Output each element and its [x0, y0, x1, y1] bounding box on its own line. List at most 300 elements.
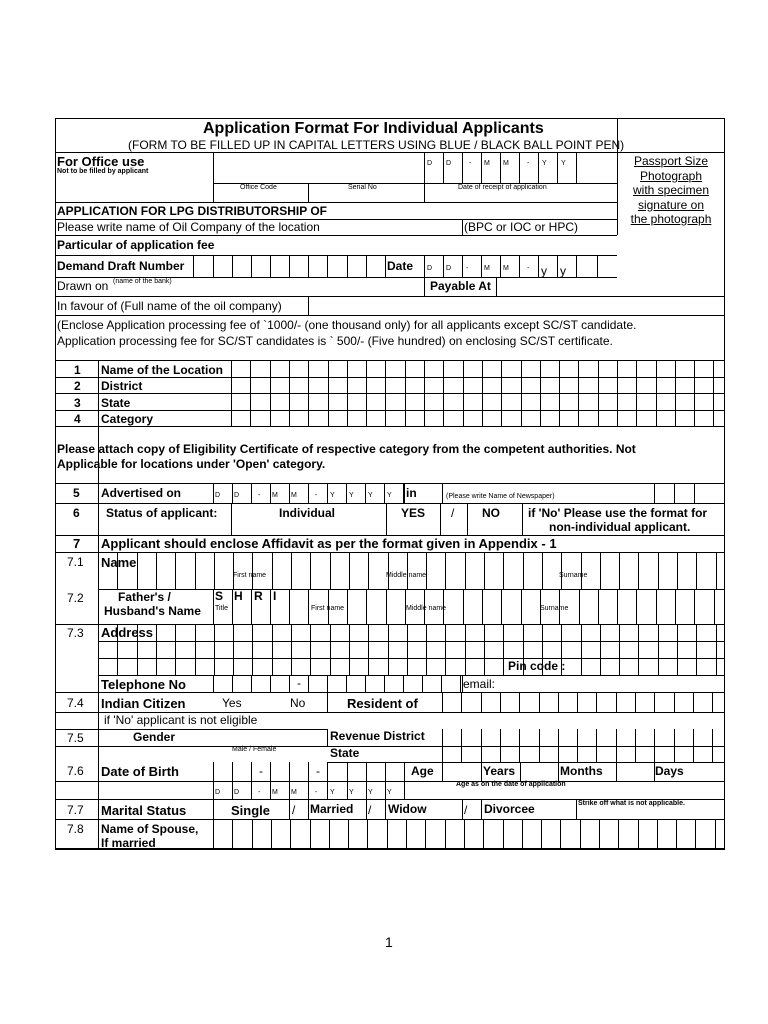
- advertised-label: Advertised on: [101, 486, 182, 500]
- dob-date-char: D: [234, 789, 240, 796]
- grid-line: [596, 729, 597, 762]
- grid-line: [405, 360, 406, 426]
- grid-line: [330, 552, 331, 589]
- grid-line: [252, 552, 253, 589]
- grid-line: [424, 183, 425, 202]
- grid-line: [327, 483, 328, 503]
- grid-line: [55, 503, 725, 504]
- grid-line: [346, 675, 347, 692]
- grid-line: [272, 552, 273, 589]
- grid-line: [98, 360, 99, 849]
- marital-widow: Widow: [388, 802, 427, 816]
- grid-line: [271, 819, 272, 849]
- grid-line: [385, 799, 386, 819]
- grid-line: [406, 819, 407, 849]
- grid-line: [213, 152, 214, 202]
- grid-line: [443, 255, 444, 277]
- grid-line: [598, 589, 599, 624]
- dob-date-char: -: [258, 789, 261, 796]
- grid-line: [558, 762, 559, 781]
- grid-line: [675, 360, 676, 426]
- grid-line: [250, 360, 251, 426]
- grid-line: [233, 624, 234, 675]
- grid-line: [712, 729, 713, 762]
- dd-date-char: y: [560, 264, 566, 278]
- grid-line: [252, 624, 253, 675]
- grid-line: [270, 255, 271, 277]
- grid-line: [481, 762, 482, 781]
- dob-date-char: M: [291, 789, 297, 796]
- advertised-date-char: D: [234, 492, 240, 499]
- grid-line: [308, 675, 309, 692]
- status-individual: Individual: [279, 506, 336, 520]
- dob-date-char: M: [272, 789, 278, 796]
- office-date-char: -: [527, 160, 530, 167]
- grid-line: [270, 762, 271, 799]
- grid-line: [328, 360, 329, 426]
- item-3-number: 3: [74, 396, 81, 410]
- grid-line: [676, 819, 677, 849]
- grid-line: [98, 589, 725, 590]
- affidavit-text: Applicant should enclose Affidavit as per the format given in Appendix - 1: [101, 536, 557, 551]
- form-subtitle: (FORM TO BE FILLED UP IN CAPITAL LETTERS USING BLUE / BLACK BALL POINT PEN): [128, 138, 625, 152]
- oil-company-options: (BPC or IOC or HPC): [464, 220, 579, 234]
- grid-line: [443, 360, 444, 426]
- grid-line: [462, 799, 463, 819]
- grid-line: [193, 255, 194, 277]
- grid-line: [327, 255, 328, 277]
- grid-line: [310, 552, 311, 589]
- grid-line: [557, 152, 558, 183]
- grid-line: [213, 589, 214, 624]
- item-1-label: Name of the Location: [101, 363, 224, 377]
- grid-line: [577, 729, 578, 762]
- grid-line: [581, 552, 582, 589]
- grid-line: [366, 255, 367, 277]
- office-date-char: Y: [561, 160, 566, 167]
- grid-line: [426, 624, 427, 675]
- father-number: 7.2: [67, 591, 84, 605]
- grid-line: [597, 255, 598, 277]
- father-title-caption: Title: [215, 605, 228, 612]
- grid-line: [407, 552, 408, 589]
- grid-line: [270, 675, 271, 692]
- grid-line: [482, 360, 483, 426]
- advertised-date-char: Y: [368, 492, 373, 499]
- grid-line: [519, 152, 520, 183]
- grid-line: [696, 552, 697, 589]
- grid-line: [600, 552, 601, 589]
- grid-line: [616, 762, 617, 781]
- name-number: 7.1: [67, 555, 84, 569]
- grid-line: [461, 729, 462, 762]
- grid-line: [712, 692, 713, 712]
- grid-line: [55, 315, 725, 316]
- father-surname-caption: Surname: [540, 605, 569, 612]
- grid-line: [404, 483, 405, 503]
- page-number: 1: [385, 934, 393, 950]
- grid-line: [291, 552, 292, 589]
- grid-line: [308, 762, 309, 799]
- advertised-number: 5: [73, 486, 80, 500]
- grid-line: [695, 819, 696, 849]
- days-label: Days: [655, 764, 684, 778]
- grid-line: [442, 692, 443, 712]
- grid-line: [656, 589, 657, 624]
- eligibility-line-1: Please attach copy of Eligibility Certificate of respective category from the competent authorities. Not: [57, 442, 636, 456]
- grid-line: [638, 624, 639, 675]
- grid-line: [233, 552, 234, 589]
- telephone-dash: -: [297, 676, 301, 690]
- dob-label: Date of Birth: [101, 764, 179, 779]
- grid-line: [156, 624, 157, 675]
- name-surname-caption: Surname: [559, 572, 588, 579]
- grid-line: [251, 762, 252, 799]
- strike-note: Strike off what is not applicable.: [578, 800, 685, 807]
- grid-line: [496, 277, 497, 296]
- grid-line: [694, 483, 695, 503]
- gender-note: Male / Female: [232, 746, 277, 753]
- grid-line: [581, 624, 582, 675]
- item-4-label: Category: [101, 412, 154, 426]
- grid-line: [232, 589, 233, 624]
- status-label: Status of applicant:: [106, 506, 218, 520]
- grid-line: [520, 762, 521, 781]
- grid-line: [541, 819, 542, 849]
- grid-line: [251, 589, 252, 624]
- grid-line: [232, 255, 233, 277]
- grid-line: [156, 552, 157, 589]
- grid-line: [463, 589, 464, 624]
- item-1-number: 1: [74, 363, 81, 377]
- grid-line: [213, 675, 214, 692]
- grid-line: [251, 483, 252, 503]
- grid-line: [365, 483, 366, 503]
- grid-line: [716, 624, 717, 675]
- spouse-number: 7.8: [67, 822, 84, 836]
- dob-date-char: Y: [330, 789, 335, 796]
- grid-line: [713, 360, 714, 426]
- grid-line: [55, 483, 725, 484]
- grid-line: [483, 819, 484, 849]
- shri-char: R: [254, 589, 263, 603]
- grid-line: [407, 624, 408, 675]
- grid-line: [175, 552, 176, 589]
- newspaper-note: (Please write Name of Newspaper): [446, 493, 555, 500]
- grid-line: [654, 729, 655, 762]
- grid-line: [195, 624, 196, 675]
- dob-date-char: Y: [387, 789, 392, 796]
- grid-line: [616, 692, 617, 712]
- grid-line: [481, 152, 482, 183]
- grid-line: [349, 552, 350, 589]
- grid-line: [522, 503, 523, 535]
- eligibility-line-2: Applicable for locations under 'Open' category.: [57, 457, 326, 471]
- pin-code-label: Pin code :: [508, 659, 566, 673]
- grid-line: [213, 255, 214, 277]
- grid-line: [308, 183, 309, 202]
- grid-line: [348, 819, 349, 849]
- dd-date-char: -: [466, 265, 469, 272]
- in-favour-label: In favour of (Full name of the oil company): [57, 299, 282, 313]
- grid-line: [55, 729, 327, 730]
- grid-line: [98, 624, 99, 675]
- grid-line: [385, 762, 386, 799]
- grid-line: [657, 819, 658, 849]
- office-use-label: For Office use: [57, 154, 145, 169]
- grid-line: [330, 624, 331, 675]
- grid-line: [503, 624, 504, 675]
- grid-line: [540, 360, 541, 426]
- grid-line: [368, 624, 369, 675]
- grid-line: [442, 483, 443, 503]
- grid-line: [55, 235, 617, 236]
- grid-line: [481, 255, 482, 277]
- grid-line: [579, 589, 580, 624]
- grid-line: [559, 360, 560, 426]
- marital-slash-2: /: [368, 803, 372, 817]
- grid-line: [347, 255, 348, 277]
- grid-line: [696, 624, 697, 675]
- grid-line: [658, 552, 659, 589]
- grid-line: [327, 729, 328, 746]
- grid-line: [619, 624, 620, 675]
- grid-line: [55, 202, 617, 203]
- grid-line: [347, 589, 348, 624]
- advertised-date-char: Y: [387, 492, 392, 499]
- grid-line: [349, 624, 350, 675]
- marital-slash-3: /: [464, 803, 468, 817]
- grid-line: [251, 255, 252, 277]
- grid-line: [467, 503, 468, 535]
- marital-label: Marital Status: [101, 803, 187, 818]
- grid-line: [385, 255, 386, 277]
- grid-line: [308, 799, 309, 819]
- grid-line: [694, 589, 695, 624]
- grid-line: [462, 219, 463, 235]
- status-number: 6: [73, 506, 80, 520]
- grid-line: [484, 624, 485, 675]
- office-date-char: Y: [542, 160, 547, 167]
- item-2-label: District: [101, 379, 143, 393]
- marital-married: Married: [310, 802, 354, 816]
- grid-line: [638, 819, 639, 849]
- dd-number-label: Demand Draft Number: [57, 259, 185, 273]
- grid-line: [213, 799, 214, 819]
- grid-line: [55, 377, 725, 378]
- dob-dash-2: -: [316, 764, 320, 778]
- grid-line: [656, 360, 657, 426]
- grid-line: [576, 152, 577, 183]
- grid-line: [327, 675, 328, 692]
- grid-line: [289, 799, 290, 819]
- status-no: NO: [482, 506, 500, 520]
- gender-number: 7.5: [67, 731, 84, 745]
- grid-line: [677, 624, 678, 675]
- grid-line: [98, 552, 99, 589]
- grid-line: [500, 255, 501, 277]
- dd-date-char: D: [427, 265, 433, 272]
- advertised-date-char: -: [258, 492, 261, 499]
- grid-line: [232, 819, 233, 849]
- grid-line: [674, 483, 675, 503]
- grid-line: [500, 729, 501, 762]
- grid-line: [557, 255, 558, 277]
- grid-line: [600, 624, 601, 675]
- grid-line: [366, 799, 367, 819]
- grid-line: [270, 360, 271, 426]
- grid-line: [270, 589, 271, 624]
- grid-line: [523, 552, 524, 589]
- photo-caption-line: signature on: [637, 197, 705, 212]
- advertised-date-char: Y: [330, 492, 335, 499]
- grid-line: [347, 360, 348, 426]
- grid-line: [98, 658, 725, 659]
- grid-line: [617, 360, 618, 426]
- dob-number: 7.6: [67, 764, 84, 778]
- grid-line: [617, 589, 618, 624]
- grid-line: [461, 692, 462, 712]
- grid-line: [252, 819, 253, 849]
- office-use-note: Not to be filled by applicant: [57, 168, 149, 175]
- grid-line: [465, 552, 466, 589]
- grid-line: [272, 624, 273, 675]
- item-3-label: State: [101, 396, 131, 410]
- status-yes: YES: [401, 506, 426, 520]
- item-2-number: 2: [74, 379, 81, 393]
- advertised-date-char: M: [272, 492, 278, 499]
- office-code-caption: Office Code: [240, 184, 277, 191]
- dob-date-char: D: [215, 789, 221, 796]
- office-date-char: -: [469, 160, 472, 167]
- grid-line: [270, 483, 271, 503]
- dd-date-char: M: [484, 265, 490, 272]
- grid-line: [442, 729, 443, 762]
- grid-line: [388, 552, 389, 589]
- grid-line: [599, 819, 600, 849]
- grid-line: [55, 255, 617, 256]
- grid-line: [426, 552, 427, 589]
- grid-line: [289, 589, 290, 624]
- grid-line: [214, 552, 215, 589]
- marital-slash-1: /: [292, 803, 296, 817]
- grid-line: [464, 819, 465, 849]
- grid-line: [445, 819, 446, 849]
- grid-line: [521, 589, 522, 624]
- grid-line: [98, 675, 725, 676]
- grid-line: [231, 503, 232, 535]
- grid-line: [327, 692, 328, 712]
- dd-date-char: D: [446, 265, 452, 272]
- grid-line: [445, 624, 446, 675]
- grid-line: [693, 729, 694, 762]
- email-label: email:: [463, 677, 496, 691]
- advertised-date-char: Y: [349, 492, 354, 499]
- grid-line: [522, 819, 523, 849]
- grid-line: [367, 819, 368, 849]
- grid-line: [55, 296, 725, 297]
- grid-line: [714, 589, 715, 624]
- age-note: Age as on the date of application: [456, 781, 566, 788]
- grid-line: [366, 589, 367, 624]
- grid-line: [384, 675, 385, 692]
- grid-line: [232, 762, 233, 799]
- grid-line: [693, 692, 694, 712]
- grid-line: [424, 152, 425, 183]
- grid-line: [289, 762, 290, 799]
- grid-line: [619, 552, 620, 589]
- status-slash: /: [451, 506, 455, 520]
- grid-line: [578, 360, 579, 426]
- grid-line: [519, 729, 520, 762]
- months-label: Months: [560, 764, 603, 778]
- grid-line: [616, 729, 617, 762]
- application-heading: APPLICATION FOR LPG DISTRIBUTORSHIP OF: [57, 204, 328, 218]
- grid-line: [716, 552, 717, 589]
- grid-line: [55, 781, 725, 782]
- shri-char: I: [273, 589, 277, 603]
- grid-line: [442, 762, 443, 781]
- grid-line: [538, 152, 539, 183]
- grid-line: [519, 255, 520, 277]
- grid-line: [424, 277, 425, 296]
- citizen-no: No: [290, 696, 306, 710]
- grid-line: [422, 675, 423, 692]
- grid-line: [55, 393, 725, 394]
- grid-line: [715, 819, 716, 849]
- spouse-label-1: Name of Spouse,: [101, 822, 199, 836]
- grid-line: [231, 360, 232, 426]
- grid-line: [137, 552, 138, 589]
- grid-line: [55, 819, 725, 820]
- office-date-char: M: [484, 160, 490, 167]
- grid-line: [98, 641, 725, 642]
- grid-line: [175, 624, 176, 675]
- grid-line: [425, 819, 426, 849]
- grid-line: [404, 762, 405, 781]
- grid-line: [482, 589, 483, 624]
- marital-number: 7.7: [67, 803, 84, 817]
- grid-line: [386, 589, 387, 624]
- grid-line: [289, 675, 290, 692]
- grid-line: [484, 552, 485, 589]
- grid-line: [424, 255, 425, 277]
- grid-line: [618, 819, 619, 849]
- grid-line: [308, 589, 309, 624]
- photo-caption-line: Passport Size: [633, 154, 709, 168]
- grid-line: [55, 152, 725, 153]
- father-middle-caption: Middle name: [406, 605, 447, 612]
- father-first-caption: First name: [311, 605, 345, 612]
- grid-line: [500, 152, 501, 183]
- photo-caption-line: the photograph: [630, 212, 712, 226]
- address-label: Address: [101, 625, 154, 640]
- dob-date-char: Y: [368, 789, 373, 796]
- spouse-label-2: If married: [101, 836, 156, 850]
- grid-line: [366, 360, 367, 426]
- grid-line: [213, 819, 214, 849]
- oil-company-note: Please write name of Oil Company of the location: [57, 220, 320, 234]
- marital-single: Single: [231, 803, 271, 818]
- grid-line: [424, 360, 425, 426]
- grid-line: [195, 552, 196, 589]
- office-date-char: D: [427, 160, 433, 167]
- marital-divorcee: Divorcee: [484, 802, 535, 816]
- grid-line: [580, 819, 581, 849]
- fee-line-2: Application processing fee for SC/ST candidates is ` 500/- (Five hundred) on enclosing SC/ST certificate.: [57, 334, 613, 348]
- grid-line: [539, 729, 540, 762]
- grid-line: [366, 762, 367, 799]
